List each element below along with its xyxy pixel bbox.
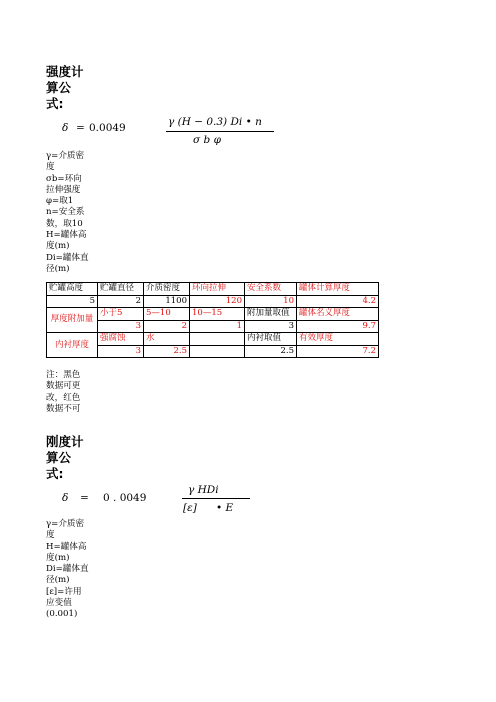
table-cell [190, 345, 245, 358]
table-cell: 强腐蚀 [98, 333, 144, 346]
table-cell: 3 [98, 320, 144, 333]
strength-heading: 强度计 算公 式: [46, 64, 84, 111]
table-cell: 罐体计算厚度 [297, 283, 379, 296]
table-cell: 厚度附加量 [47, 308, 98, 333]
color-note: 注：黑色 数据可更 改，红色 数据不可 [46, 370, 81, 414]
strength-variable-notes: γ=介质密 度 σb=环向 拉伸强度 φ=取1 n=安全系 数，取10 H=罐体高 度(m) Di=罐体直 径(m) [46, 151, 89, 274]
table-cell: 7.2 [297, 345, 379, 358]
table-cell: 水 [144, 333, 190, 346]
table-cell: 小于5 [98, 308, 144, 321]
table-row [47, 333, 379, 346]
table-cell: 5—10 [144, 308, 190, 321]
table-cell: 罐体名义厚度 [297, 308, 379, 321]
table-cell: 4.2 [297, 295, 379, 308]
table-cell[interactable]: 5 [47, 295, 98, 308]
stiffness-formula-equals: = [80, 492, 89, 504]
strength-formula-numerator: γ (H − 0.3) Di • n [168, 116, 262, 128]
table-cell: 贮罐高度 [47, 283, 98, 296]
thickness-table [46, 282, 379, 358]
strength-formula-denominator: σ b φ [193, 134, 221, 146]
strength-formula-coefficient: 0.0049 [89, 122, 126, 134]
table-cell[interactable]: 2 [98, 295, 144, 308]
table-cell: 附加量取值 [245, 308, 297, 321]
table-cell: 介质密度 [144, 283, 190, 296]
table-cell: 有效厚度 [297, 333, 379, 346]
table-cell: 10 [245, 295, 297, 308]
table-cell: 10—15 [190, 308, 245, 321]
stiffness-variable-notes: γ=介质密 度 H=罐体高 度(m) Di=罐体直 径(m) [ε]=许用 应变值 (0.001) [46, 519, 89, 620]
strength-fraction-bar [166, 131, 274, 132]
table-cell: 环向拉伸 [190, 283, 245, 296]
stiffness-formula-denominator-strain: [ε] [183, 502, 197, 514]
stiffness-heading: 刚度计 算公 式: [46, 434, 84, 481]
table-cell: 120 [190, 295, 245, 308]
table-cell[interactable]: 3 [245, 320, 297, 333]
table-cell: 9.7 [297, 320, 379, 333]
strength-formula-lhs: δ [62, 122, 69, 134]
table-cell: 贮罐直径 [98, 283, 144, 296]
stiffness-formula-numerator: γ HDi [188, 484, 219, 496]
table-cell: 内衬取值 [245, 333, 297, 346]
stiffness-formula-denominator-modulus: • E [216, 502, 234, 514]
table-cell: 3 [98, 345, 144, 358]
stiffness-fraction-bar [182, 498, 250, 499]
table-cell: 安全系数 [245, 283, 297, 296]
table-row [47, 308, 379, 321]
table-cell[interactable]: 1100 [144, 295, 190, 308]
table-cell: 2.5 [144, 345, 190, 358]
strength-formula-equals: = [76, 122, 85, 134]
table-row [47, 283, 379, 296]
stiffness-formula-lhs: δ [62, 492, 69, 504]
stiffness-formula-coefficient: 0 . 0049 [103, 492, 147, 504]
table-cell: 2 [144, 320, 190, 333]
table-cell[interactable]: 2.5 [245, 345, 297, 358]
table-cell: 1 [190, 320, 245, 333]
table-row [47, 295, 379, 308]
table-cell [190, 333, 245, 346]
table-cell: 内衬厚度 [47, 333, 98, 358]
